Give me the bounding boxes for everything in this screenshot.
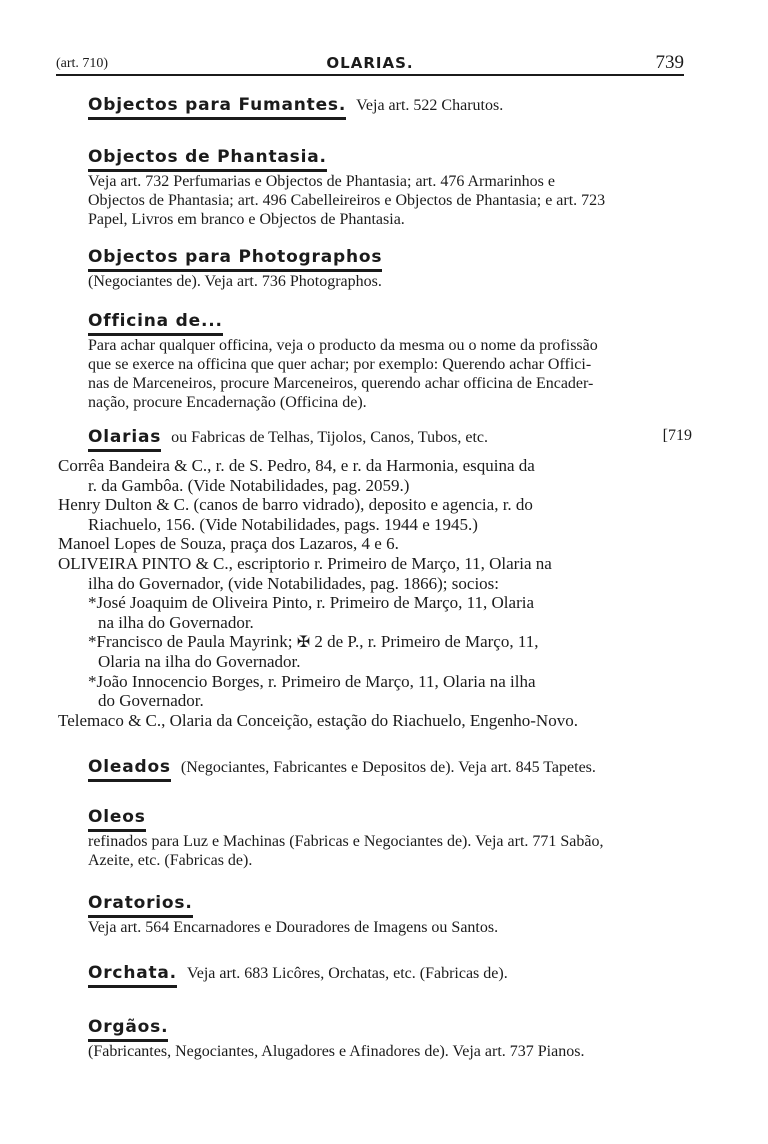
- section-desc: ou Fabricas de Telhas, Tijolos, Canos, Tubos, etc.: [171, 429, 488, 446]
- list-item: OLIVEIRA PINTO & C., escriptorio r. Primeiro de Março, 11, Olaria na: [58, 553, 552, 573]
- section-line: Papel, Livros em branco e Objectos de Phantasia.: [88, 211, 405, 228]
- list-item-continuation: ilha do Governador, (vide Notabilidades, pag. 1866); socios:: [88, 573, 500, 593]
- section-oratorios: [88, 892, 692, 937]
- partner-address: 2 de P., r. Primeiro de Março, 11,: [314, 632, 539, 652]
- section-text: Veja art. 683 Licôres, Orchatas, etc. (Fabricas de).: [186, 965, 508, 982]
- section-title: Objectos para Fumantes.: [88, 94, 346, 120]
- list-item: Henry Dulton & C. (canos de barro vidrado), deposito e agencia, r. do: [58, 495, 533, 515]
- list-item: Manoel Lopes de Souza, praça dos Lazaros, 4 e 6.: [58, 534, 399, 554]
- olarias-entries: [58, 456, 692, 730]
- section-orchata: [88, 962, 692, 988]
- running-header: [56, 52, 684, 76]
- section-title: Orgãos.: [88, 1016, 168, 1042]
- section-objectos-phantasia: [88, 146, 692, 229]
- section-line: Para achar qualquer officina, veja o producto da mesma ou o nome da profissão: [88, 337, 598, 354]
- section-line: Veja art. 732 Perfumarias e Objectos de Phantasia; art. 476 Armarinhos e: [88, 173, 555, 190]
- section-title: Oratorios.: [88, 892, 193, 918]
- section-title: Officina de...: [88, 310, 223, 336]
- section-oleados: [88, 756, 692, 782]
- section-title: Objectos para Photographos: [88, 246, 382, 272]
- partner-item: [58, 632, 692, 652]
- header-article-ref: (art. 710): [56, 56, 109, 71]
- section-title: Orchata.: [88, 962, 177, 988]
- list-item-continuation: Riachuelo, 156. (Vide Notabilidades, pags. 1944 e 1945.): [88, 514, 478, 534]
- section-title: Oleos: [88, 806, 146, 832]
- list-item-continuation: r. da Gambôa. (Vide Notabilidades, pag. 2059.): [88, 475, 410, 495]
- partner-item-continuation: na ilha do Governador.: [98, 612, 254, 632]
- section-line: Veja art. 564 Encarnadores e Douradores de Imagens ou Santos.: [88, 919, 499, 936]
- list-item: Telemaco & C., Olaria da Conceição, estação do Riachuelo, Engenho-Novo.: [58, 710, 578, 730]
- section-title: Olarias: [88, 426, 161, 452]
- cross-icon: ✠: [296, 632, 311, 652]
- list-item: Corrêa Bandeira & C., r. de S. Pedro, 84, e r. da Harmonia, esquina da: [58, 456, 535, 475]
- section-objectos-photographos: [88, 246, 692, 291]
- section-line: (Fabricantes, Negociantes, Alugadores e Afinadores de). Veja art. 737 Pianos.: [88, 1043, 585, 1060]
- section-line: Azeite, etc. (Fabricas de).: [88, 852, 253, 869]
- section-title: Objectos de Phantasia.: [88, 146, 327, 172]
- section-line: Objectos de Phantasia; art. 496 Cabelleireiros e Objectos de Phantasia; e art. 723: [88, 192, 606, 209]
- section-text: (Negociantes, Fabricantes e Depositos de). Veja art. 845 Tapetes.: [180, 759, 596, 776]
- partner-item: *José Joaquim de Oliveira Pinto, r. Primeiro de Março, 11, Olaria: [88, 593, 535, 613]
- section-line: que se exerce na officina que quer achar; por exemplo: Querendo achar Offici-: [88, 356, 592, 373]
- section-line: nas de Marceneiros, procure Marceneiros, querendo achar officina de Encader-: [88, 375, 594, 392]
- header-title: OLARIAS.: [326, 54, 414, 72]
- section-line: refinados para Luz e Machinas (Fabricas e Negociantes de). Veja art. 771 Sabão,: [88, 833, 604, 850]
- section-line: (Negociantes de). Veja art. 736 Photographos.: [88, 273, 382, 290]
- partner-name: *Francisco de Paula Mayrink;: [88, 632, 293, 652]
- page-number: 739: [655, 52, 684, 73]
- partner-item: *João Innocencio Borges, r. Primeiro de Março, 11, Olaria na ilha: [88, 671, 536, 691]
- section-line: nação, procure Encadernação (Officina de).: [88, 394, 367, 411]
- section-oleos: [88, 806, 692, 870]
- section-title: Oleados: [88, 756, 171, 782]
- article-number: [719: [662, 427, 692, 444]
- section-objectos-fumantes: [88, 94, 692, 120]
- section-olarias: [88, 426, 692, 452]
- partner-item-continuation: do Governador.: [98, 691, 204, 711]
- section-orgaos: [88, 1016, 692, 1061]
- section-officina: [88, 310, 692, 412]
- partner-item-continuation: Olaria na ilha do Governador.: [98, 651, 301, 671]
- section-text: Veja art. 522 Charutos.: [356, 97, 504, 114]
